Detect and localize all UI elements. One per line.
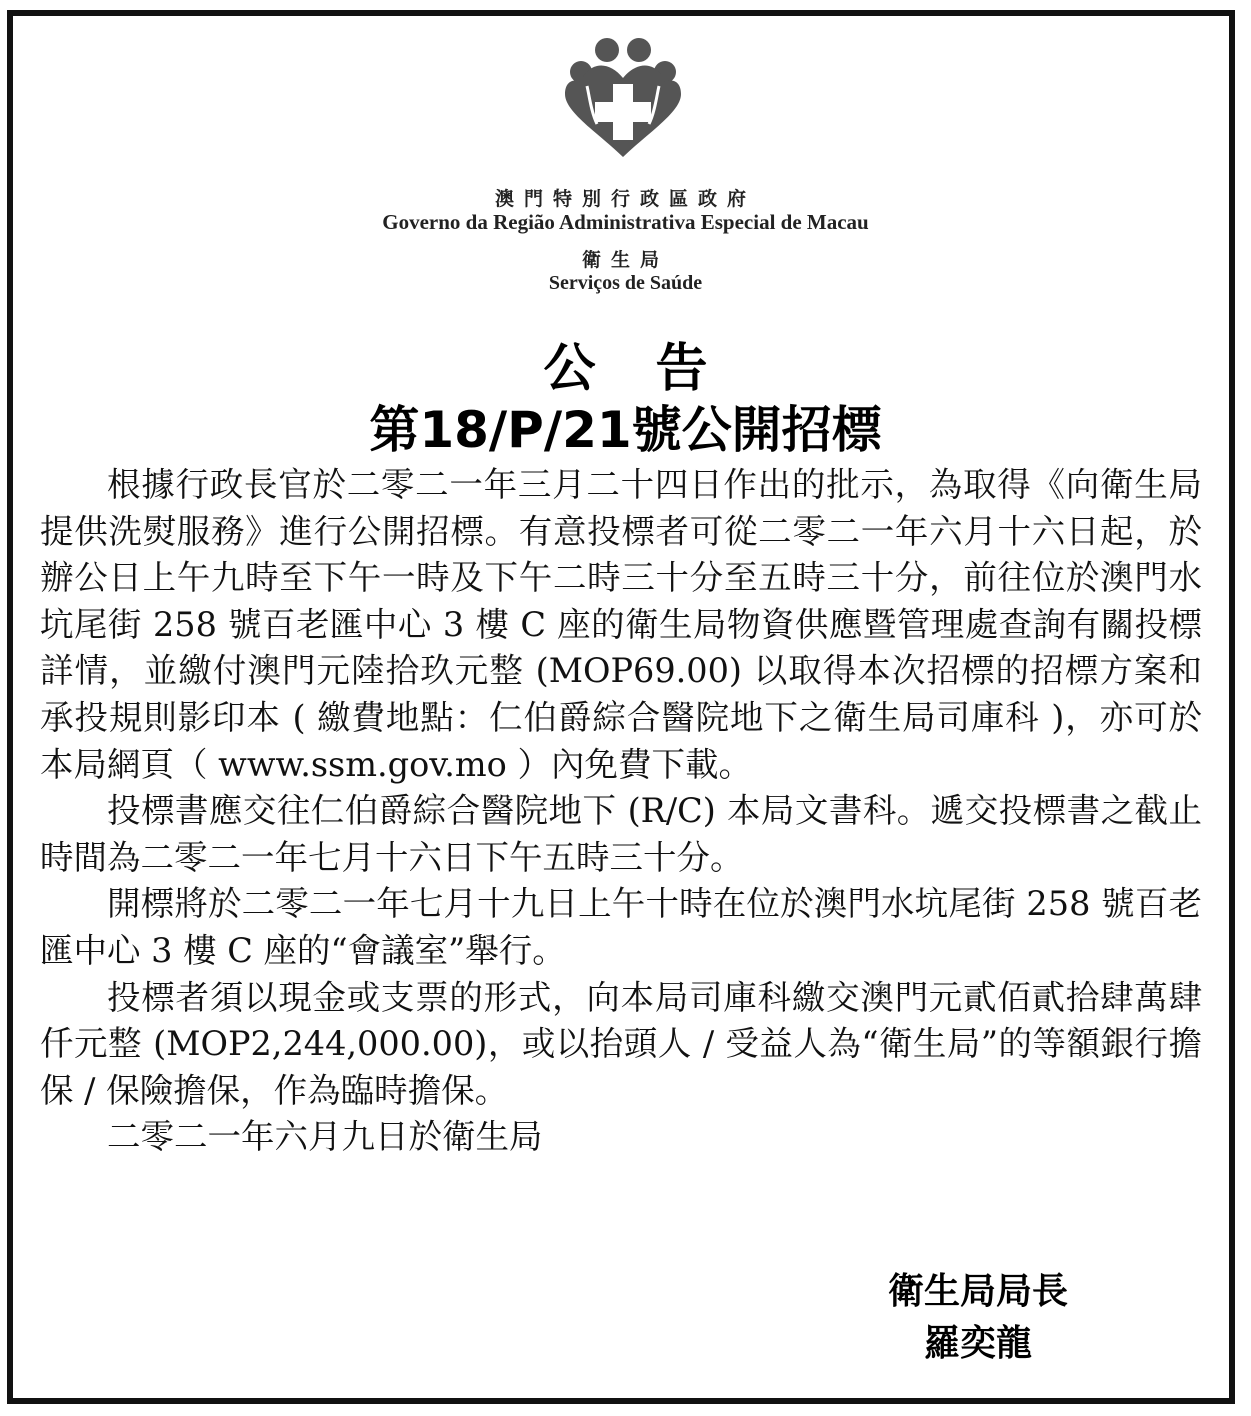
notice-body: [40, 462, 1202, 1161]
paragraph-date: 二零二一年六月九日於衛生局: [107, 1117, 543, 1157]
paragraph-submission: 投標書應交往仁伯爵綜合醫院地下 (R/C) 本局文書科。遞交投標書之截止時間為二零二一年七月十六日下午五時三十分。: [40, 791, 1202, 877]
heart-cross-people-logo-icon: [557, 32, 689, 160]
paragraph-opening: 開標將於二零二一年七月十九日上午十時在位於澳門水坑尾街 258 號百老匯中心 3 樓 C 座的“會議室”舉行。: [40, 884, 1202, 970]
tender-number-title: 第18/P/21號公開招標: [369, 401, 882, 459]
signatory-title: 衛生局局長: [887, 1270, 1068, 1312]
signatory-name: 羅奕龍: [923, 1322, 1032, 1364]
paragraph-tender-details: 根據行政長官於二零二一年三月二十四日作出的批示，為取得《向衛生局提供洗熨服務》進行公開招標。有意投標者可從二零二一年六月十六日起，於辦公日上午九時至下午一時及下午二時三十分至五時三十分，前往位於澳門水坑尾街 258 號百老匯中心 3 樓 C 座的衛生局物資供應暨管理處查詢有關投標詳情，並繳付澳門元陸拾玖元整 (MOP69.00) 以取得本次招標的招標方案和承投規則影印本 ( 繳費地點：仁伯爵綜合醫院地下之衛生局司庫科 )，亦可於本局網頁（ www.ssm.gov.mo ）內免費下載。: [40, 465, 1202, 784]
department-name-portuguese: Serviços de Saúde: [548, 272, 703, 294]
signature-block: [873, 1265, 1083, 1369]
paragraph-guarantee: 投標者須以現金或支票的形式，向本局司庫科繳交澳門元貳佰貳拾肆萬肆仟元整 (MOP2,244,000.00)，或以抬頭人 / 受益人為“衛生局”的等額銀行擔保 / 保險擔保，作為臨時擔保。: [40, 977, 1202, 1110]
department-name-chinese: 衛生局: [581, 250, 669, 271]
notice-heading: 公告: [543, 339, 768, 399]
org-name-chinese: 澳門特別行政區政府: [494, 189, 756, 210]
org-name-portuguese: Governo da Região Administrativa Especial de Macau: [382, 210, 869, 234]
